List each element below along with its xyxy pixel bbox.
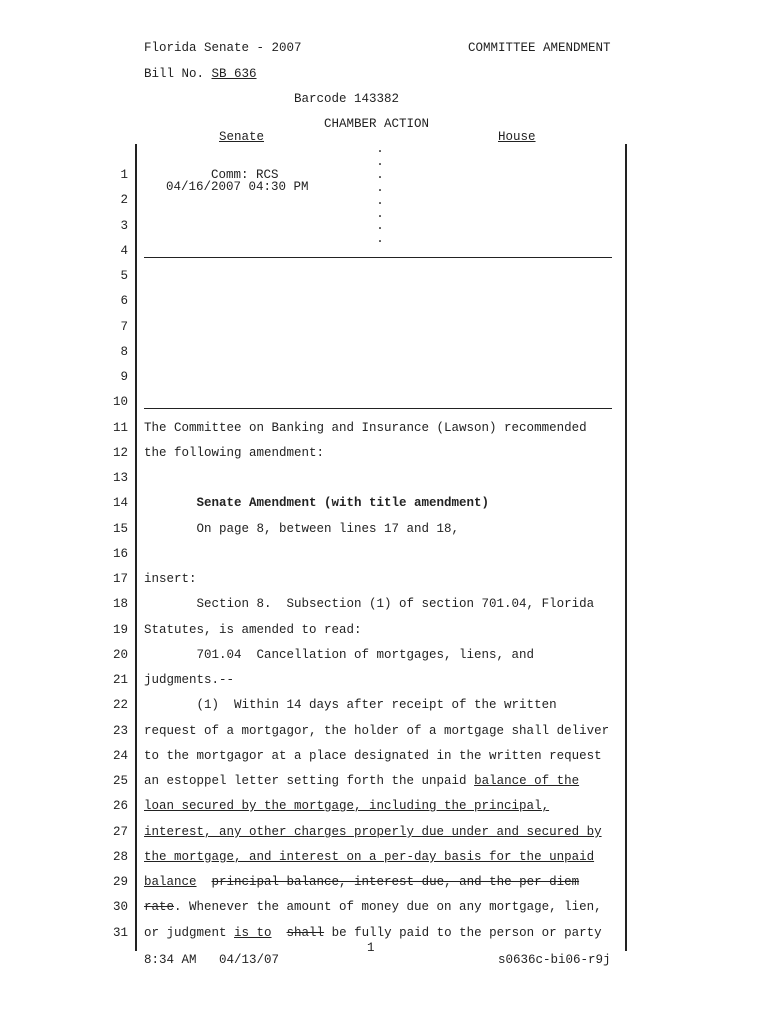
text-line (144, 673, 234, 688)
deleted-text: principal balance, interest due, and the per diem (211, 875, 580, 889)
page-number: 1 (367, 941, 375, 955)
line-number: 13 (112, 471, 128, 485)
line-number: 7 (120, 320, 128, 334)
text-segment: judgments.-- (144, 673, 235, 687)
inserted-text: the mortgage, and interest on a per-day basis for the unpaid (144, 850, 595, 864)
line-number: 23 (112, 724, 128, 738)
text-line (144, 496, 489, 511)
inserted-text: balance of the (474, 774, 580, 788)
comm-datetime: 04/16/2007 04:30 PM (166, 180, 309, 194)
text-line (144, 875, 579, 890)
line-number: 29 (112, 875, 128, 889)
text-line (144, 572, 197, 587)
amendment-heading: Senate Amendment (with title amendment) (196, 496, 490, 510)
line-number: 10 (112, 395, 128, 409)
inserted-text: loan secured by the mortgage, including the principal, (144, 799, 550, 813)
inserted-text: is to (234, 926, 272, 940)
header-left: Florida Senate - 2007 (144, 41, 302, 55)
text-line (144, 623, 362, 638)
line-number: 21 (112, 673, 128, 687)
text-line (144, 698, 557, 713)
line-number: 14 (112, 496, 128, 510)
text-segment (144, 496, 197, 510)
text-line (144, 724, 609, 739)
text-segment: the following amendment: (144, 446, 325, 460)
right-margin-line (625, 144, 627, 951)
line-number: 8 (120, 345, 128, 359)
line-number: 24 (112, 749, 128, 763)
senate-label: Senate (219, 130, 265, 144)
text-line (144, 825, 602, 840)
separator-line-bottom (144, 408, 612, 409)
line-number: 30 (112, 900, 128, 914)
text-line (144, 597, 594, 612)
inserted-text: interest, any other charges properly due under and secured by (144, 825, 602, 839)
line-number: 11 (112, 421, 128, 435)
bill-number: SB 636 (211, 67, 257, 81)
line-number: 3 (120, 219, 128, 233)
line-number: 26 (112, 799, 128, 813)
text-line (144, 749, 602, 764)
deleted-text: rate (144, 900, 175, 914)
deleted-text: shall (286, 926, 325, 940)
chamber-dots: . . . . . . . . (376, 142, 384, 247)
line-number: 22 (112, 698, 128, 712)
text-segment: to the mortgagor at a place designated in the written request (144, 749, 602, 763)
barcode: Barcode 143382 (294, 92, 400, 106)
text-segment: an estoppel letter setting forth the unpaid (144, 774, 475, 788)
line-number: 19 (112, 623, 128, 637)
text-line (144, 522, 459, 537)
bill-prefix: Bill No. (144, 67, 212, 81)
text-segment: or judgment (144, 926, 235, 940)
bill-line (144, 67, 257, 82)
footer-time: 8:34 AM (144, 953, 197, 967)
text-segment: Section 8. Subsection (1) of section 701.04, Florida (144, 597, 595, 611)
text-line (144, 799, 549, 814)
text-line (144, 446, 324, 461)
text-segment: Statutes, is amended to read: (144, 623, 362, 637)
line-number: 5 (120, 269, 128, 283)
header-right: COMMITTEE AMENDMENT (468, 41, 611, 55)
line-number: 20 (112, 648, 128, 662)
line-number: 28 (112, 850, 128, 864)
text-segment: (1) Within 14 days after receipt of the written (144, 698, 557, 712)
chamber-action-title: CHAMBER ACTION (324, 117, 430, 131)
text-segment: On page 8, between lines 17 and 18, (144, 522, 460, 536)
inserted-text: balance (144, 875, 197, 889)
house-label: House (498, 130, 536, 144)
line-number: 12 (112, 446, 128, 460)
text-line (144, 926, 602, 941)
text-segment: 701.04 Cancellation of mortgages, liens, and (144, 648, 535, 662)
text-line (144, 648, 534, 663)
comm-status: Comm: RCS (211, 168, 279, 182)
line-number: 15 (112, 522, 128, 536)
text-segment (272, 926, 287, 940)
line-number: 9 (120, 370, 128, 384)
text-segment: The Committee on Banking and Insurance (Lawson) recommended (144, 421, 587, 435)
text-line (144, 900, 602, 915)
line-number: 6 (120, 294, 128, 308)
line-number: 25 (112, 774, 128, 788)
line-number: 17 (112, 572, 128, 586)
text-segment: be fully paid to the person or party (324, 926, 602, 940)
left-margin-line (135, 144, 137, 951)
line-number: 27 (112, 825, 128, 839)
text-line (144, 774, 579, 789)
line-number: 18 (112, 597, 128, 611)
line-number: 31 (112, 926, 128, 940)
line-number: 4 (120, 244, 128, 258)
footer-date: 04/13/07 (219, 953, 280, 967)
text-segment: request of a mortgagor, the holder of a mortgage shall deliver (144, 724, 610, 738)
line-number: 2 (120, 193, 128, 207)
text-segment (197, 875, 212, 889)
text-line (144, 421, 587, 436)
footer-code: s0636c-bi06-r9j (498, 953, 611, 967)
text-segment: insert: (144, 572, 197, 586)
text-segment: . Whenever the amount of money due on any mortgage, lien, (174, 900, 602, 914)
line-number: 1 (120, 168, 128, 182)
line-number: 16 (112, 547, 128, 561)
separator-line-top (144, 257, 612, 258)
text-line (144, 850, 594, 865)
